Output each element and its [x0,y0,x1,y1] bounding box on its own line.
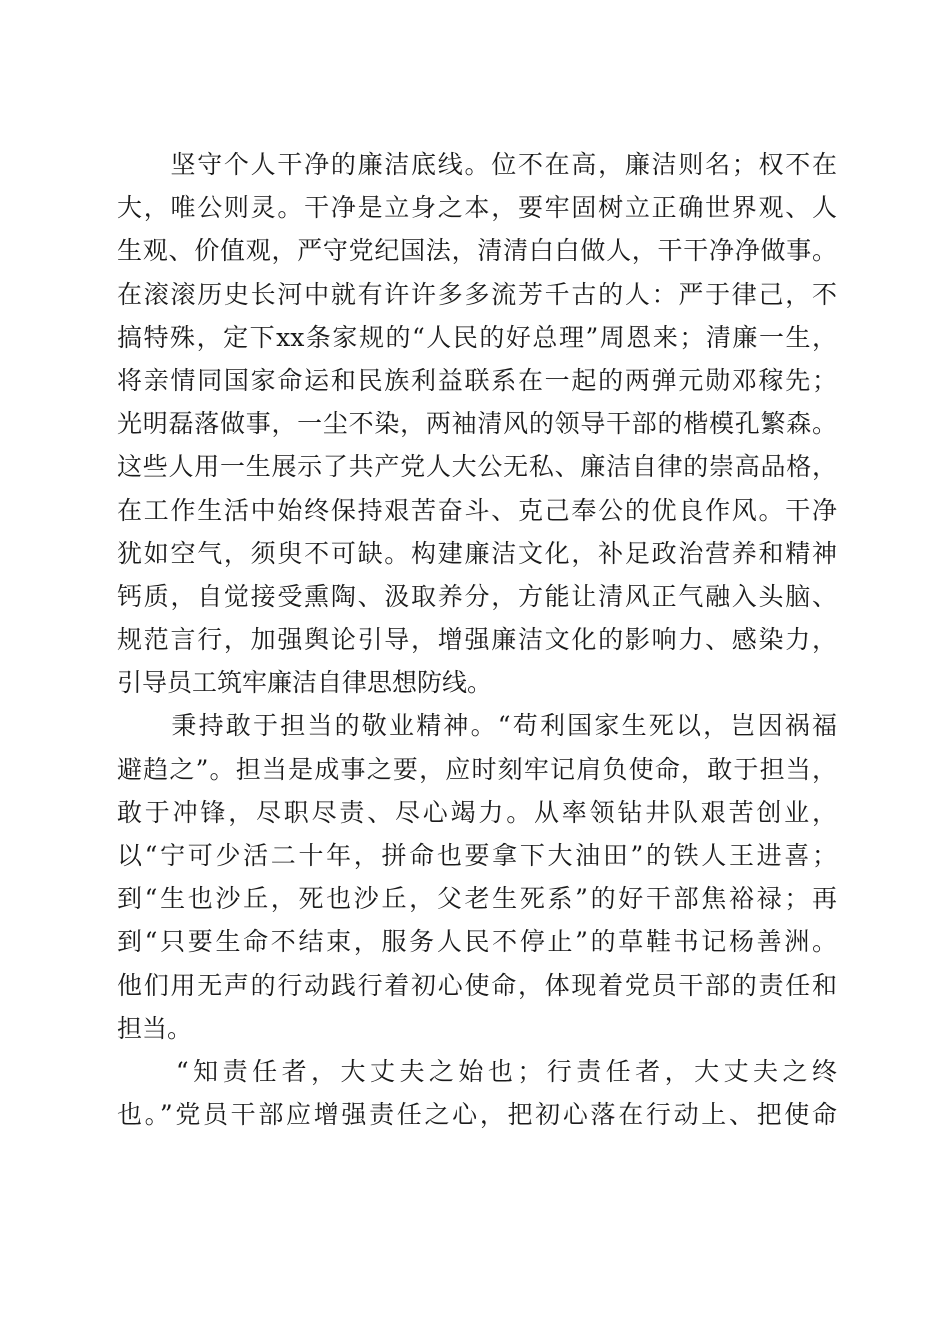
paragraph-integrity [117,143,837,704]
text-line: 生观、价值观，严守党纪国法，清清白白做人，干干净净做事。 [117,236,837,266]
text-line: “知责任者，大丈夫之始也；行责任者，大丈夫之终 [117,1056,837,1086]
text-line: 在滚滚历史长河中就有许许多多流芳千古的人：严于律己，不 [117,279,837,309]
document-body [117,143,837,1136]
text-line: 敢于冲锋，尽职尽责、尽心竭力。从率领钻井队艰苦创业， [117,797,837,827]
paragraph-responsibility [117,704,837,1050]
text-line: 这些人用一生展示了共产党人大公无私、廉洁自律的崇高品格， [117,452,837,482]
text-line: 避趋之”。担当是成事之要，应时刻牢记肩负使命，敢于担当， [117,754,837,784]
text-line: 钙质，自觉接受熏陶、汲取养分，方能让清风正气融入头脑、 [117,581,837,611]
text-line: 将亲情同国家命运和民族利益联系在一起的两弹元勋邓稼先； [117,365,837,395]
text-line: 光明磊落做事，一尘不染，两袖清风的领导干部的楷模孔繁森。 [117,409,837,439]
text-line: 也。”党员干部应增强责任之心，把初心落在行动上、把使命 [117,1100,837,1130]
text-line: 犹如空气，须臾不可缺。构建廉洁文化，补足政治营养和精神 [117,538,837,568]
text-line: 到“生也沙丘，死也沙丘，父老生死系”的好干部焦裕禄；再 [117,884,837,914]
text-line: 规范言行，加强舆论引导，增强廉洁文化的影响力、感染力， [117,625,837,655]
text-line: 到“只要生命不结束，服务人民不停止”的草鞋书记杨善洲。 [117,927,837,957]
text-line: 引导员工筑牢廉洁自律思想防线。 [117,668,493,698]
text-line: 在工作生活中始终保持艰苦奋斗、克己奉公的优良作风。干净 [117,495,837,525]
text-line: 担当。 [117,1013,193,1043]
text-line: 秉持敢于担当的敬业精神。“苟利国家生死以，岂因祸福 [117,711,837,741]
text-line: 坚守个人干净的廉洁底线。位不在高，廉洁则名；权不在 [117,150,837,179]
paragraph-duty [117,1050,837,1136]
text-line: 搞特殊，定下xx条家规的“人民的好总理”周恩来；清廉一生， [117,322,837,352]
text-line: 大，唯公则灵。干净是立身之本，要牢固树立正确世界观、人 [117,193,837,223]
text-line: 他们用无声的行动践行着初心使命，体现着党员干部的责任和 [117,970,837,1000]
text-line: 以“宁可少活二十年，拼命也要拿下大油田”的铁人王进喜； [117,841,837,870]
